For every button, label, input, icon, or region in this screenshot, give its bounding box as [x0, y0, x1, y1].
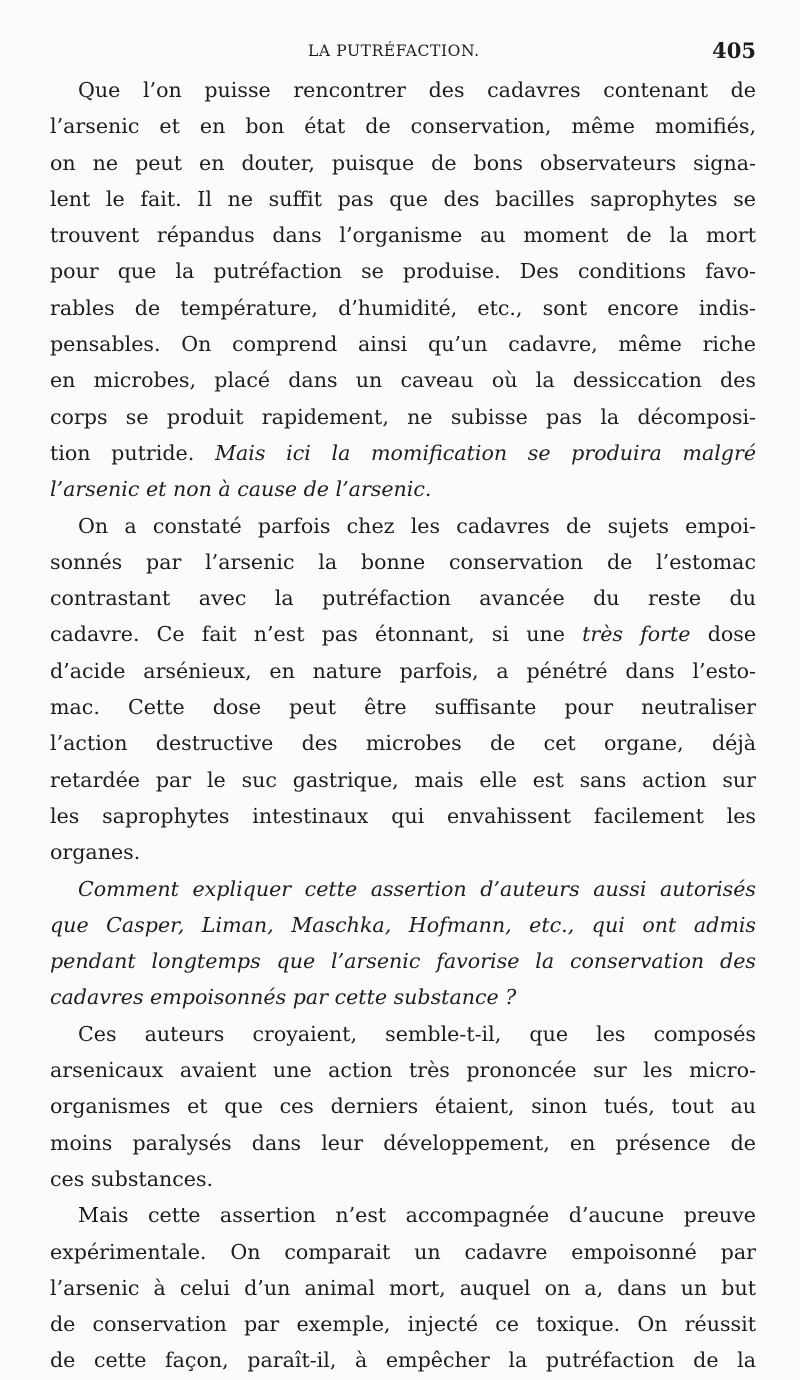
paragraph-3-italic	[50, 871, 756, 1016]
text-line-italic: l’arsenic et non à cause de l’arsenic.	[50, 477, 432, 502]
text-line: Que l’on puisse rencontrer des cadavres contenant de	[78, 78, 756, 102]
text-line: que Casper, Liman, Maschka, Hofmann, etc., qui ont admis	[50, 912, 756, 937]
text-line: arsenicaux avaient une action très prononcée sur les micro-	[50, 1058, 756, 1083]
paragraph-2	[50, 508, 756, 871]
text-line: expérimentale. On comparait un cadavre empoisonné par	[50, 1239, 756, 1264]
text-line: de conservation par exemple, injecté ce toxique. On réussit	[50, 1312, 756, 1337]
text-line: d’acide arsénieux, en nature parfois, a pénétré dans l’esto-	[50, 658, 756, 683]
text-line: organes.	[50, 840, 141, 865]
text-line: de cette façon, paraît-il, à empêcher la putréfaction de la	[50, 1348, 756, 1373]
text-line: contrastant avec la putréfaction avancée du reste du	[50, 586, 756, 611]
text-line: l’action destructive des microbes de cet organe, déjà	[50, 731, 756, 756]
paragraph-1	[50, 72, 756, 508]
text-line: retardée par le suc gastrique, mais elle est sans action sur	[50, 767, 756, 792]
running-head	[50, 34, 756, 68]
text-line: l’arsenic et en bon état de conservation, même momifiés,	[50, 114, 756, 139]
text-line: Comment expliquer cette assertion d’auteurs aussi autorisés	[78, 876, 756, 901]
text-line: lent le fait. Il ne suffit pas que des bacilles saprophytes se	[50, 186, 756, 211]
text-line: ces substances.	[50, 1166, 214, 1191]
text-line: corps se produit rapidement, ne subisse pas la décomposi-	[50, 404, 756, 429]
text-line: Mais cette assertion n’est accompagnée d’aucune preuve	[78, 1203, 756, 1228]
text-line: les saprophytes intestinaux qui envahissent facilement les	[50, 803, 756, 828]
text-line: cadavres empoisonnés par cette substance ?	[50, 985, 517, 1010]
text-line: organismes et que ces derniers étaient, sinon tués, tout au	[50, 1094, 756, 1119]
text-line: on ne peut en douter, puisque de bons observateurs signa-	[50, 150, 756, 175]
italic-run: Mais ici la momification se produira malgré	[214, 440, 757, 465]
text-line: rables de température, d’humidité, etc., sont encore indis-	[50, 295, 756, 320]
text-run: cadavre. Ce fait n’est pas étonnant, si une	[50, 622, 565, 647]
page-number: 405	[712, 38, 756, 63]
text-line: pensables. On comprend ainsi qu’un cadavre, même riche	[50, 332, 756, 357]
paragraph-4	[50, 1016, 756, 1197]
text-line-mixed	[50, 435, 756, 471]
text-line: sonnés par l’arsenic la bonne conservation de l’estomac	[50, 549, 756, 574]
text-run: dose	[707, 622, 757, 647]
text-line: moins paralysés dans leur développement, en présence de	[50, 1130, 756, 1155]
text-line: pendant longtemps que l’arsenic favorise la conservation des	[50, 949, 756, 974]
paragraph-5	[50, 1197, 756, 1378]
text-line: l’arsenic à celui d’un animal mort, auquel on a, dans un but	[50, 1275, 756, 1300]
text-line: Ces auteurs croyaient, semble-t-il, que les composés	[78, 1021, 756, 1046]
text-run: tion putride.	[50, 440, 195, 465]
text-line-mixed	[50, 616, 756, 652]
text-line: trouvent répandus dans l’organisme au moment de la mort	[50, 223, 756, 248]
text-line: On a constaté parfois chez les cadavres de sujets empoi-	[78, 513, 756, 538]
italic-run: très forte	[582, 622, 691, 647]
running-title: LA PUTRÉFACTION.	[308, 42, 480, 60]
text-line: en microbes, placé dans un caveau où la dessiccation des	[50, 368, 756, 393]
text-line: pour que la putréfaction se produise. Des conditions favo-	[50, 259, 756, 284]
text-line: mac. Cette dose peut être suffisante pour neutraliser	[50, 695, 756, 720]
